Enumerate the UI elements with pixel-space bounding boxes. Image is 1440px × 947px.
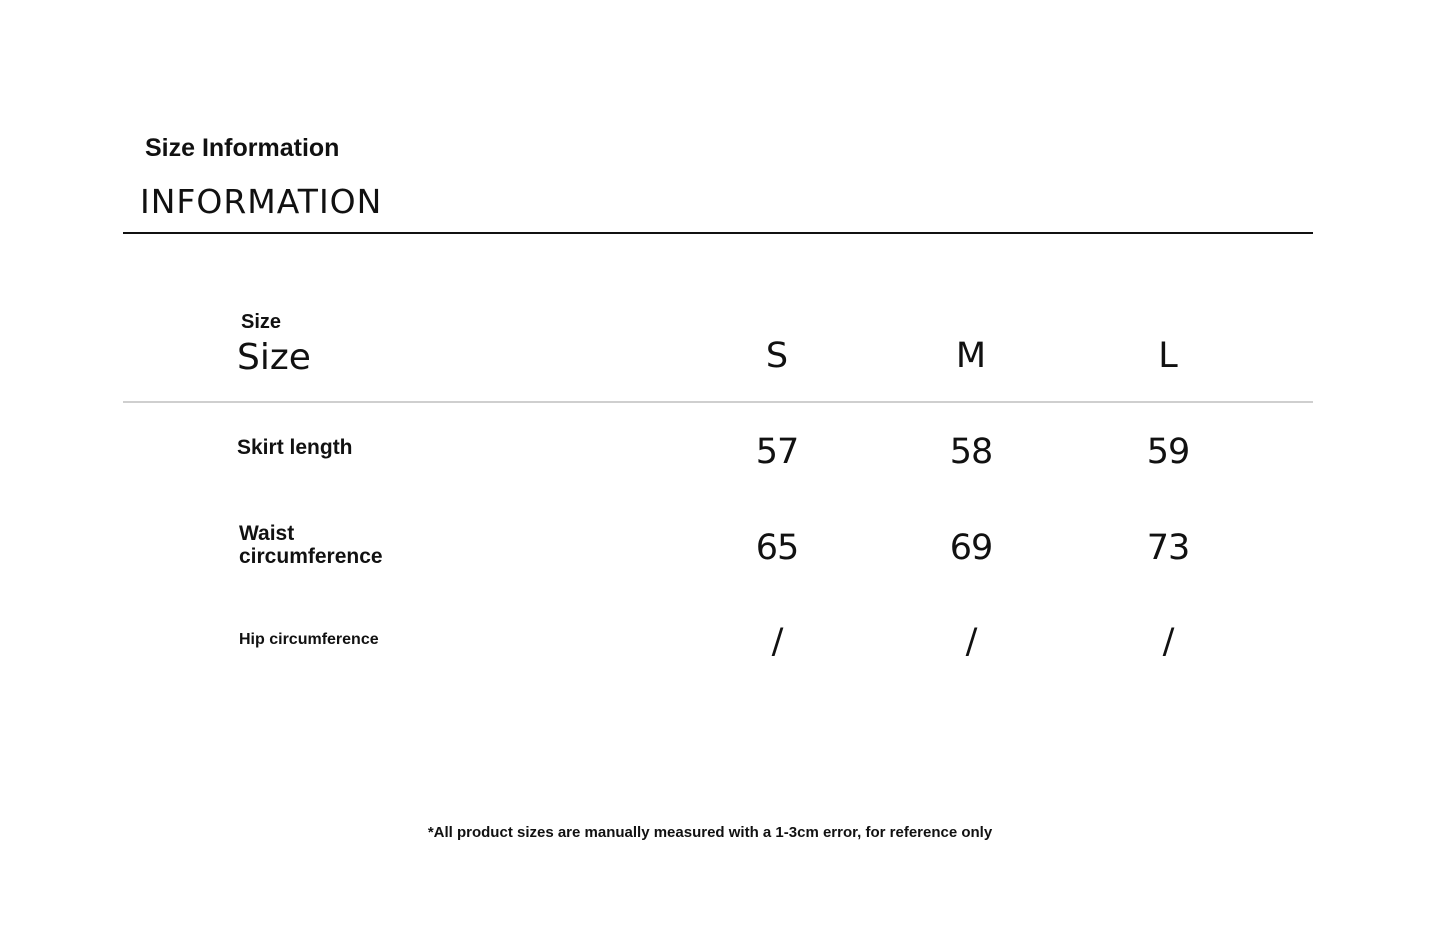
size-header-label-small: Size: [241, 311, 282, 333]
cell-waist-l: 73: [1146, 528, 1190, 568]
column-header-l: L: [1158, 336, 1178, 376]
column-header-m: M: [955, 336, 987, 376]
measurement-footnote: *All product sizes are manually measured with a 1-3cm error, for reference only: [427, 824, 993, 841]
table-header-divider: [123, 401, 1313, 403]
cell-hip-s: /: [771, 622, 783, 662]
cell-skirt-length-l: 59: [1146, 432, 1190, 472]
row-label-waist-line2: circumference: [239, 545, 383, 568]
cell-waist-m: 69: [949, 528, 993, 568]
row-label-waist-line1: Waist: [239, 522, 295, 545]
row-label-hip-circumference: Hip circumference: [239, 631, 379, 648]
size-header-label: Size: [237, 337, 311, 378]
cell-skirt-length-m: 58: [949, 432, 993, 472]
section-title-small: Size Information: [145, 134, 340, 162]
cell-hip-m: /: [965, 622, 977, 662]
cell-skirt-length-s: 57: [755, 432, 799, 472]
row-label-skirt-length: Skirt length: [237, 436, 353, 459]
header-divider: [123, 232, 1313, 234]
column-header-s: S: [765, 336, 789, 376]
cell-hip-l: /: [1162, 622, 1174, 662]
section-title: INFORMATION: [140, 182, 383, 221]
cell-waist-s: 65: [755, 528, 799, 568]
